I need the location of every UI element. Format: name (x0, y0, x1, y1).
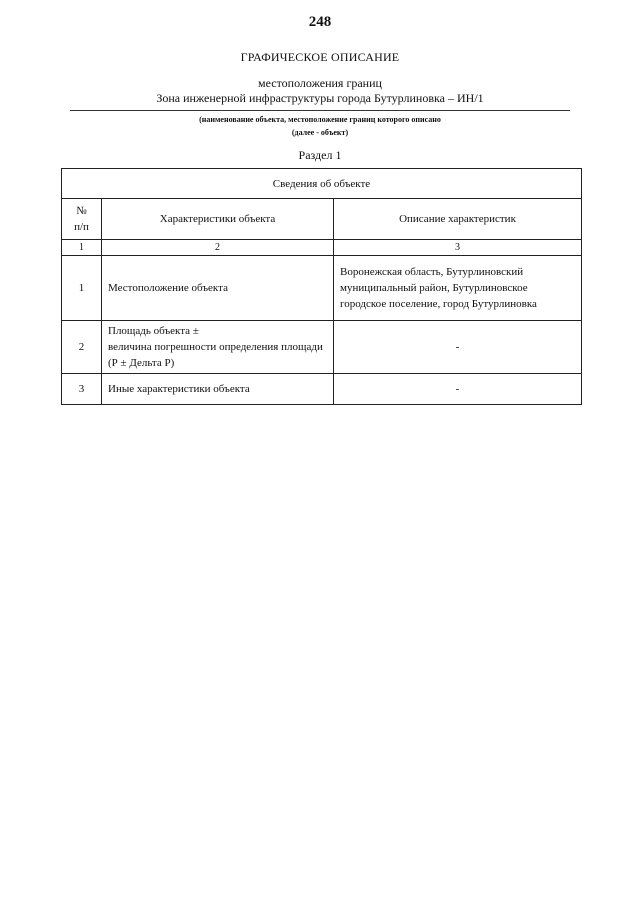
row-num: 1 (62, 256, 102, 321)
title-underline (70, 110, 570, 111)
table-caption-row (62, 169, 582, 199)
row-num: 3 (62, 374, 102, 405)
subtitle-line-1: местоположения границ (258, 76, 382, 90)
col-number: 1 (62, 240, 102, 256)
row-num: 2 (62, 321, 102, 374)
col-number: 3 (334, 240, 582, 256)
column-numbers-row (62, 240, 582, 256)
col-header-num: № п/п (62, 199, 102, 240)
row-characteristic: Площадь объекта ± величина погрешности определения площади (Р ± Дельта Р) (102, 321, 334, 374)
col-header-characteristics: Характеристики объекта (102, 199, 334, 240)
row-description: Воронежская область, Бутурлиновский муниципальный район, Бутурлиновское городское поселение, город Бутурлиновка (334, 256, 582, 321)
row-description: - (334, 374, 582, 405)
section-label: Раздел 1 (298, 148, 342, 162)
row-characteristic: Местоположение объекта (102, 256, 334, 321)
object-note-line-1: (наименование объекта, местоположение границ которого описано (199, 115, 441, 124)
table-row (62, 321, 582, 374)
object-note-line-2: (далее - объект) (291, 128, 349, 137)
object-info-table (61, 168, 582, 405)
table-caption: Сведения об объекте (62, 169, 582, 199)
page-number: 248 (308, 14, 332, 30)
col-header-description: Описание характеристик (334, 199, 582, 240)
row-description: - (334, 321, 582, 374)
table-row (62, 374, 582, 405)
table-row (62, 256, 582, 321)
row-characteristic: Иные характеристики объекта (102, 374, 334, 405)
subtitle-line-2: Зона инженерной инфраструктуры города Бутурлиновка – ИН/1 (156, 91, 484, 105)
document-title: ГРАФИЧЕСКОЕ ОПИСАНИЕ (240, 50, 400, 64)
table-header-row (62, 199, 582, 240)
col-number: 2 (102, 240, 334, 256)
